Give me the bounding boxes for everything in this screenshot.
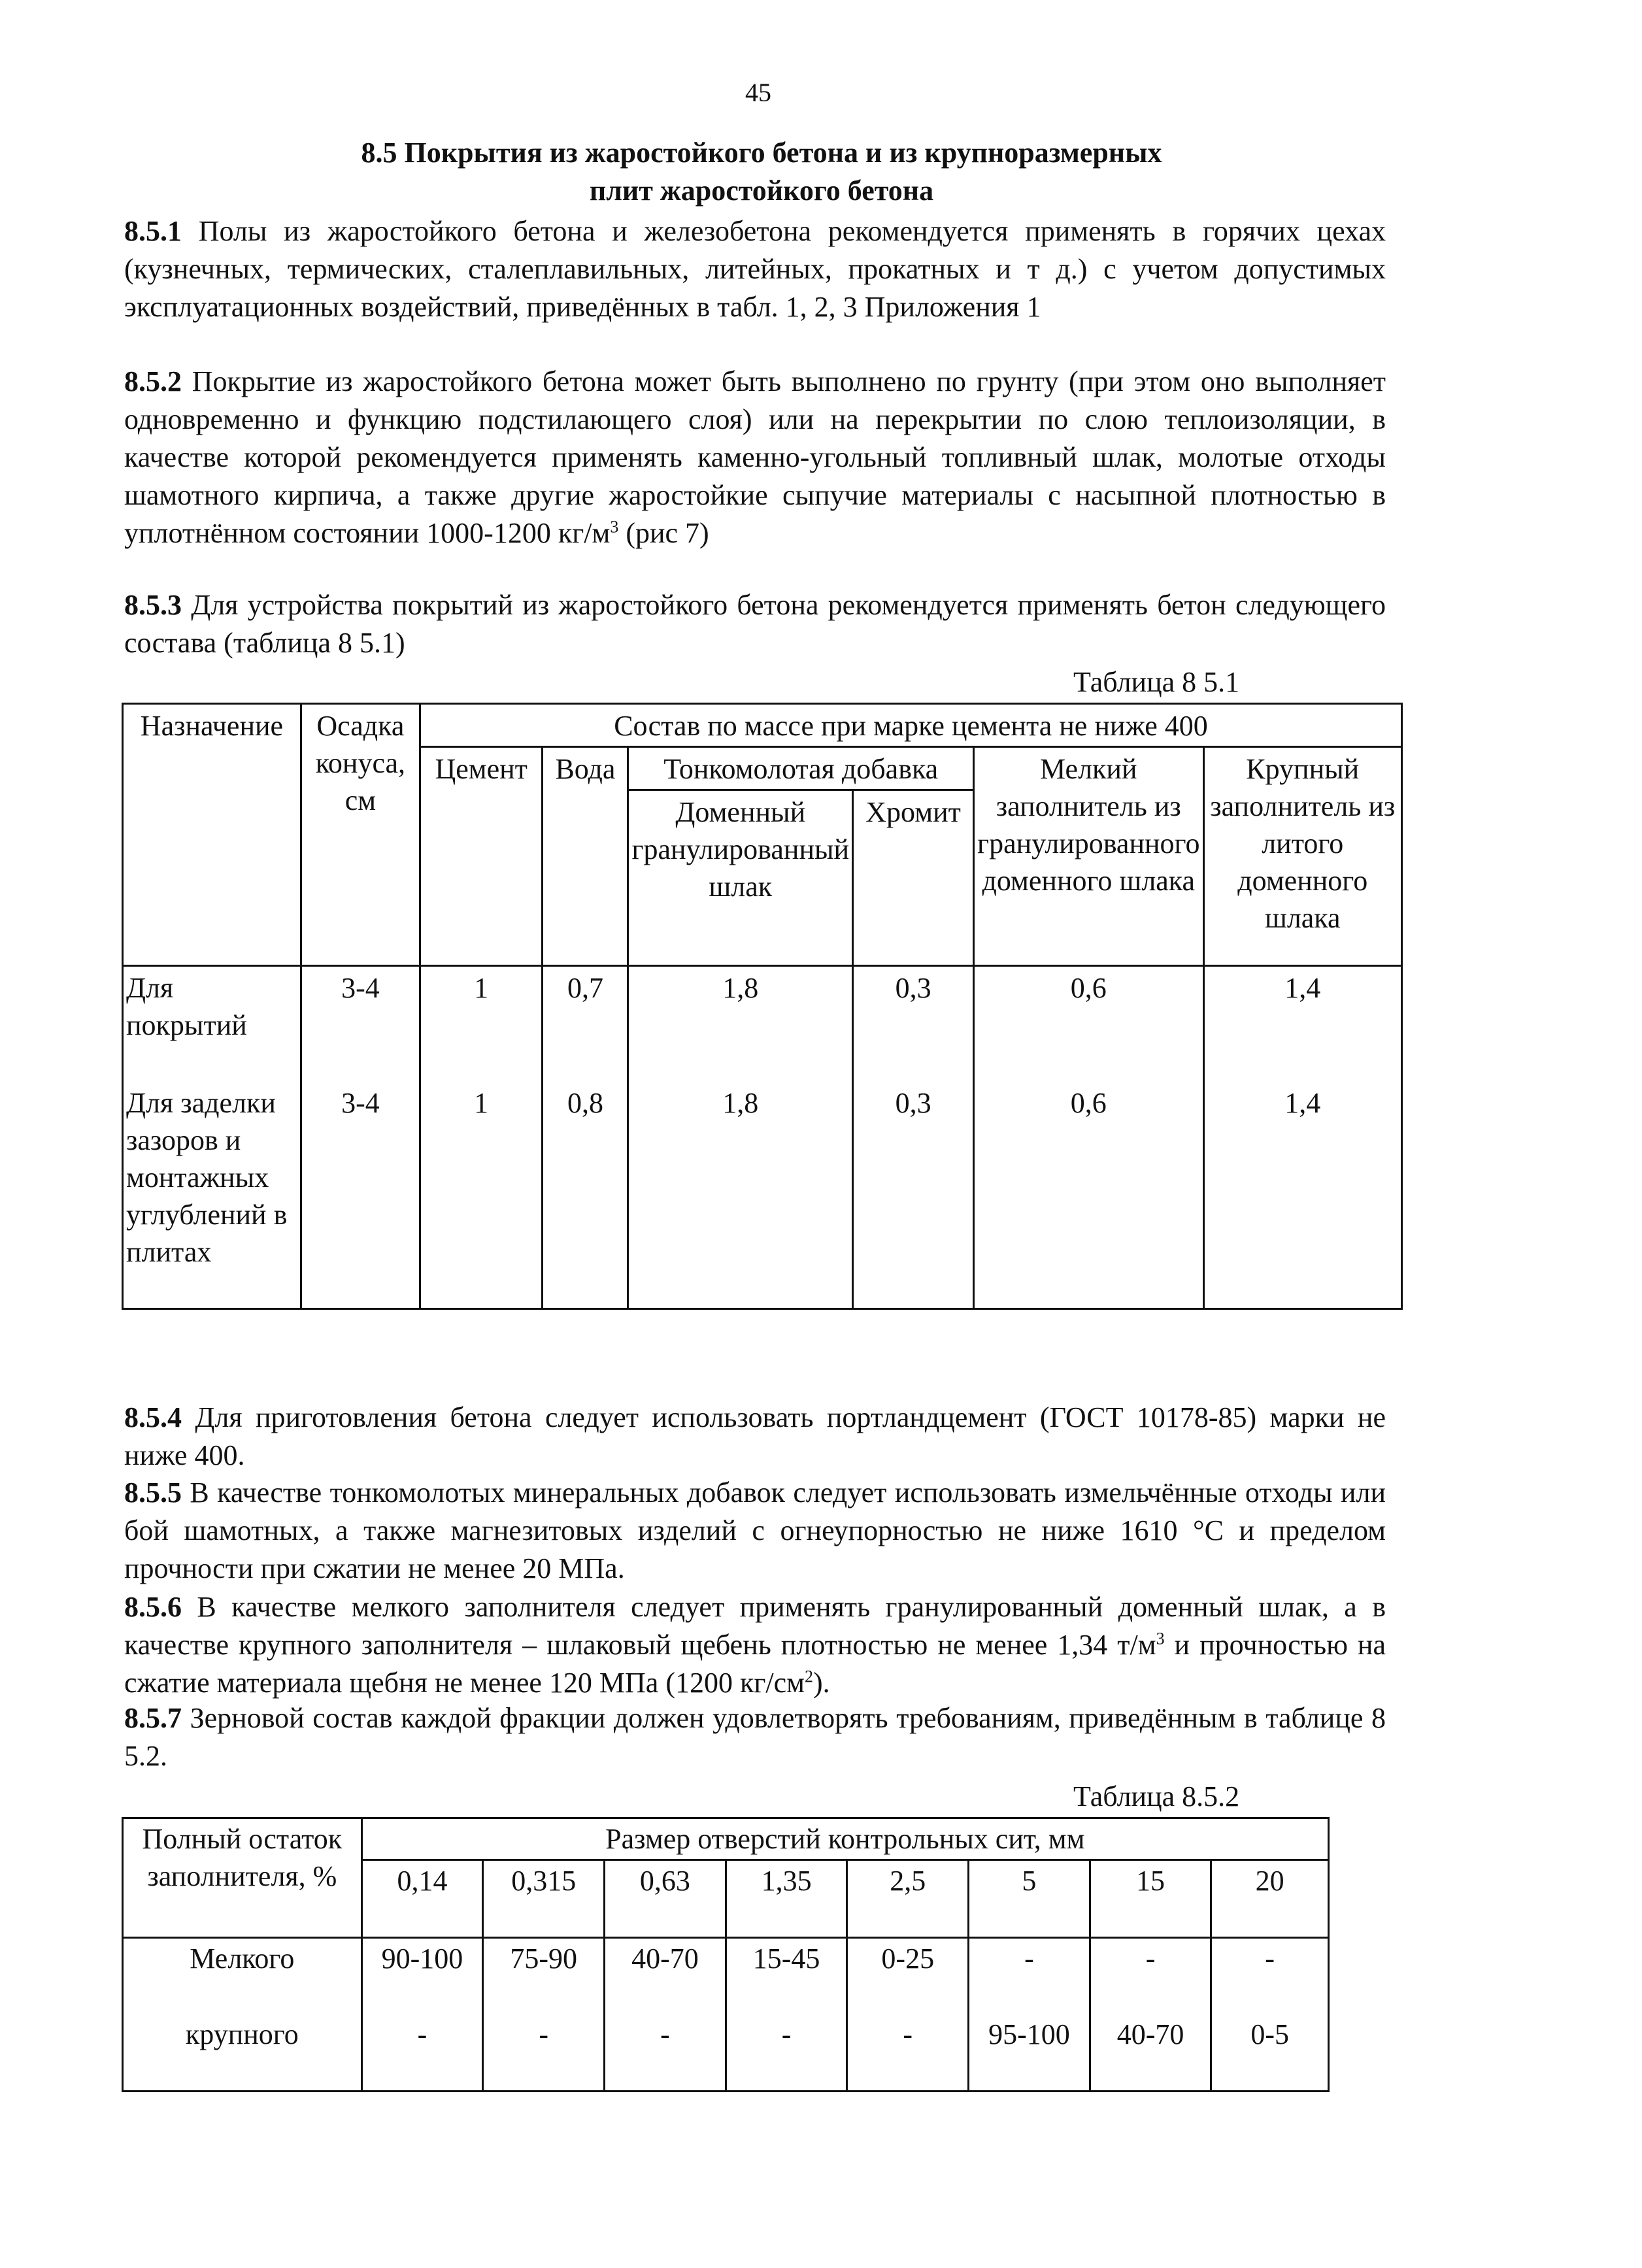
header-slag: Доменный гранулированный шлак (628, 790, 853, 966)
cell-chromite: 0,3 (853, 966, 974, 1082)
sieve-size: 2,5 (847, 1860, 969, 1938)
cell-value: 40-70 (1090, 2014, 1211, 2092)
header-additive: Тонкомолотая добавка (628, 747, 974, 790)
cell-value: - (726, 2014, 847, 2092)
cell-value: - (1211, 1938, 1329, 2015)
cell-cement: 1 (420, 1082, 542, 1309)
table-row (123, 1082, 1402, 1309)
clause-number: 8.5.2 (124, 365, 182, 397)
clause-text: Для устройства покрытий из жаростойкого бетона рекомендуется применять бетон следующего состава (таблица 8 5.1) (124, 589, 1386, 659)
sieve-size: 1,35 (726, 1860, 847, 1938)
cell-fine: 0,6 (974, 1082, 1203, 1309)
header-slump: Осадка конуса, см (301, 704, 420, 966)
table-1-caption: Таблица 8 5.1 (1073, 666, 1240, 698)
cell-value: 75-90 (483, 1938, 605, 2015)
clause-text: Зерновой состав каждой фракции должен удовлетворять требованиям, приведённым в таблице 8 5.2. (124, 1702, 1386, 1772)
paragraph-8-5-7 (124, 1699, 1386, 1775)
cell-value: - (969, 1938, 1090, 2015)
paragraph-8-5-5 (124, 1474, 1386, 1588)
clause-text: Покрытие из жаростойкого бетона может быть выполнено по грунту (при этом оно выполняет одновременно и функцию подстилающего слоя) или на перекрытии по слою теплоизоляции, в качестве которой рекомендуется применять каменно-угольный топливный шлак, молотые отходы шамотного кирпича, а также другие жаростойкие сыпучие материалы с насыпной плотностью в уплотнённом состоянии 1000-1200 кг/м (124, 365, 1386, 549)
cell-value: - (847, 2014, 969, 2092)
cell-value: - (1090, 1938, 1211, 2015)
cell-chromite: 0,3 (853, 1082, 974, 1309)
cell-value: 90-100 (361, 1938, 483, 2015)
sieve-size: 0,14 (361, 1860, 483, 1938)
header-purpose: Назначение (123, 704, 301, 966)
superscript: 3 (610, 517, 619, 537)
superscript: 3 (1156, 1629, 1165, 1648)
clause-number: 8.5.7 (124, 1702, 182, 1734)
sieve-size: 15 (1090, 1860, 1211, 1938)
header-residue: Полный остаток заполнителя, % (123, 1818, 362, 1938)
section-heading (124, 134, 1399, 210)
table-row (123, 2014, 1329, 2092)
cell-value: 95-100 (969, 2014, 1090, 2092)
header-coarse-aggregate: Крупный заполнитель из литого доменного шлака (1203, 747, 1402, 966)
cell-slump: 3-4 (301, 966, 420, 1082)
cell-slump: 3-4 (301, 1082, 420, 1309)
header-water: Вода (543, 747, 628, 966)
header-composition: Состав по массе при марке цемента не ниже 400 (420, 704, 1401, 747)
clause-number: 8.5.3 (124, 589, 182, 621)
clause-text-tail: (рис 7) (618, 517, 709, 549)
sieve-size: 0,63 (605, 1860, 726, 1938)
clause-number: 8.5.1 (124, 215, 182, 247)
page-number: 45 (745, 78, 771, 107)
paragraph-8-5-2 (124, 363, 1386, 552)
clause-text: В качестве тонкомолотых минеральных добавок следует использовать измельчённые отходы или бой шамотных, а также магнезитовых изделий с огнеупорностью не ниже 1610 °С и пределом прочности при сжатии не менее 20 МПа. (124, 1476, 1386, 1584)
cell-value: - (361, 2014, 483, 2092)
sieve-size: 0,315 (483, 1860, 605, 1938)
clause-number: 8.5.5 (124, 1476, 182, 1509)
clause-text: Полы из жаростойкого бетона и железобетона рекомендуется применять в горячих цехах (кузнечных, термических, сталеплавильных, литейных, прокатных и т д.) с учетом допустимых эксплуатационных воздействий, приведённых в табл. 1, 2, 3 Приложения 1 (124, 215, 1386, 323)
clause-text-mid: и прочностью на сжатие материала щебня не менее 120 МПа (1200 кг/см (124, 1629, 1386, 1699)
paragraph-8-5-6 (124, 1588, 1386, 1702)
heading-line-2: плит жаростойкого бетона (589, 175, 934, 207)
row-name: Для покрытий (123, 966, 301, 1082)
cell-coarse: 1,4 (1203, 1082, 1402, 1309)
cell-coarse: 1,4 (1203, 966, 1402, 1082)
cell-slag: 1,8 (628, 1082, 853, 1309)
clause-text: Для приготовления бетона следует использовать портландцемент (ГОСТ 10178-85) марки не ниже 400. (124, 1401, 1386, 1471)
clause-number: 8.5.4 (124, 1401, 182, 1433)
table-row (123, 1938, 1329, 2015)
table-8-5-2 (122, 1817, 1330, 2092)
cell-water: 0,8 (543, 1082, 628, 1309)
table-2-caption: Таблица 8.5.2 (1073, 1780, 1240, 1812)
superscript: 2 (805, 1667, 814, 1686)
row-name: Для заделки зазоров и монтажных углублений в плитах (123, 1082, 301, 1309)
cell-value: 0-25 (847, 1938, 969, 2015)
row-name: Мелкого (123, 1938, 362, 2015)
cell-value: 40-70 (605, 1938, 726, 2015)
cell-cement: 1 (420, 966, 542, 1082)
header-fine-aggregate: Мелкий заполнитель из гранулированного доменного шлака (974, 747, 1203, 966)
table-8-5-1 (122, 703, 1403, 1310)
cell-value: 15-45 (726, 1938, 847, 2015)
clause-text: В качестве мелкого заполнителя следует применять гранулированный доменный шлак, а в качестве крупного заполнителя – шлаковый щебень плотностью не менее 1,34 т/м (124, 1591, 1386, 1661)
paragraph-8-5-3 (124, 586, 1386, 662)
header-cement: Цемент (420, 747, 542, 966)
table-row (123, 966, 1402, 1082)
cell-slag: 1,8 (628, 966, 853, 1082)
sieve-size: 20 (1211, 1860, 1329, 1938)
cell-value: 0-5 (1211, 2014, 1329, 2092)
header-chromite: Хромит (853, 790, 974, 966)
cell-value: - (483, 2014, 605, 2092)
cell-value: - (605, 2014, 726, 2092)
clause-number: 8.5.6 (124, 1591, 182, 1623)
clause-text-tail: ). (813, 1667, 830, 1699)
paragraph-8-5-1 (124, 212, 1386, 326)
sieve-size: 5 (969, 1860, 1090, 1938)
heading-line-1: 8.5 Покрытия из жаростойкого бетона и из крупноразмерных (361, 137, 1162, 169)
cell-fine: 0,6 (974, 966, 1203, 1082)
cell-water: 0,7 (543, 966, 628, 1082)
header-sieve-sizes: Размер отверстий контрольных сит, мм (361, 1818, 1328, 1860)
paragraph-8-5-4 (124, 1399, 1386, 1475)
row-name: крупного (123, 2014, 362, 2092)
